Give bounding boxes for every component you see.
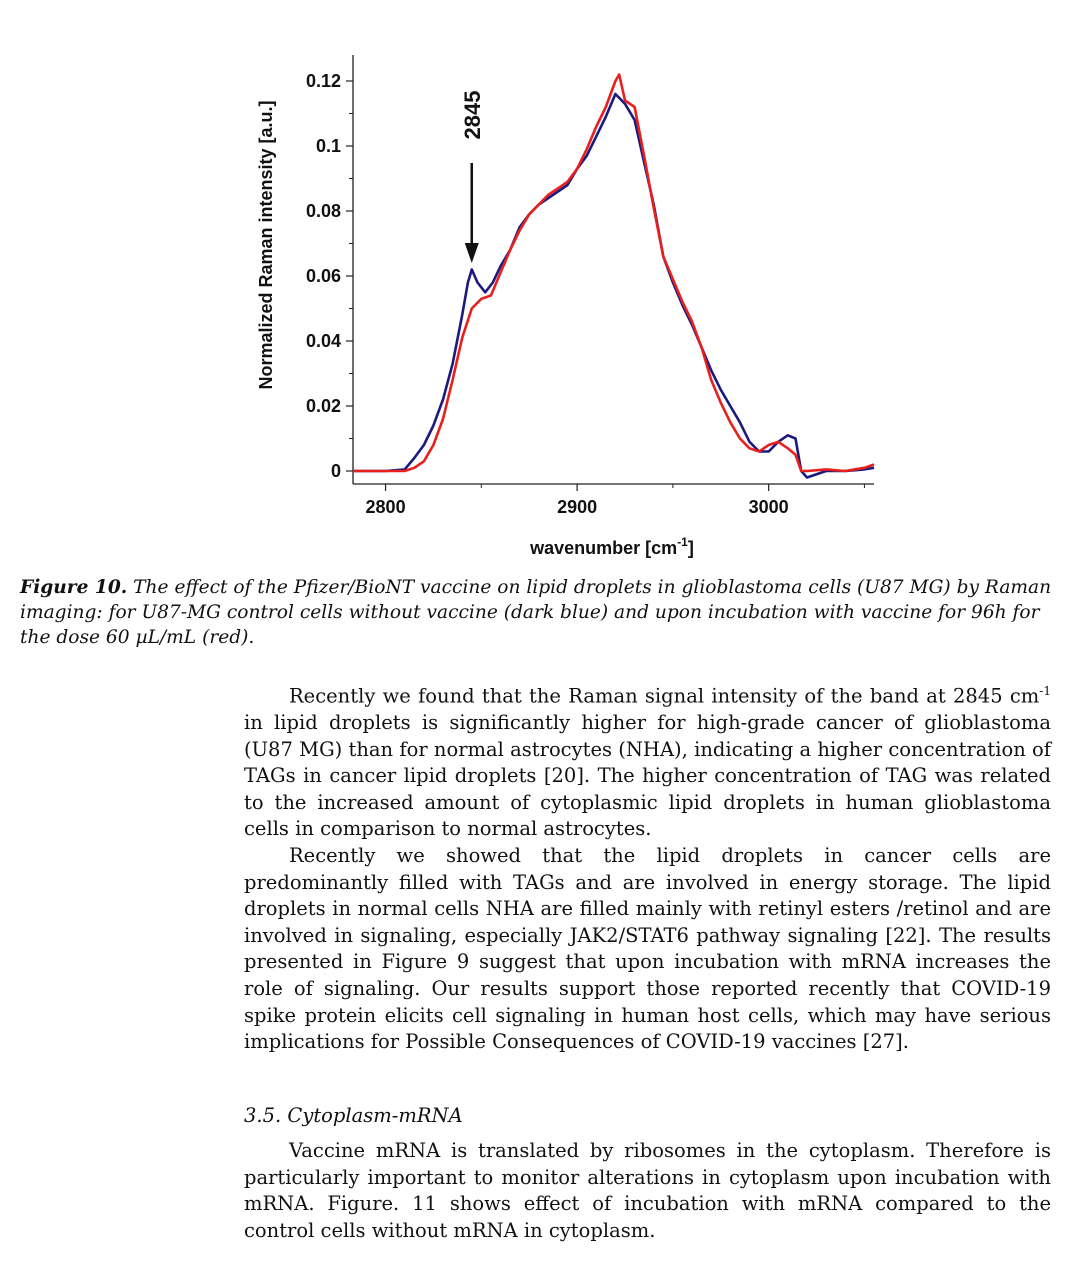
- x-axis-label: [529, 535, 694, 558]
- y-tick-label: 0.06: [305, 266, 341, 286]
- annotation-group: [460, 91, 485, 263]
- x-tick-label: 2900: [557, 497, 598, 517]
- paragraph-1-superscript: -1: [1039, 684, 1051, 698]
- y-tick-label: 0.1: [315, 136, 341, 156]
- series-group: [353, 75, 874, 478]
- x-axis-label-main: wavenumber [cm: [530, 538, 678, 558]
- annotation-label: 2845: [459, 90, 485, 140]
- paragraph-2: Recently we showed that the lipid droplets in cancer cells are predominantly filled with TAGs and are involved in energy storage. The lipid droplets in normal cells NHA are filled mainly with retinyl esters /retinol and are involved in signaling, especially JAK2/STAT6 pathway signaling [22]. The results presented in Figure 9 suggest that upon incubation with mRNA increases the role of signaling. Our results support those reported recently that COVID-19 spike protein elicits cell signaling in human host cells, which may have serious implications for Possible Consequences of COVID-19 vaccines [27].: [244, 844, 1051, 1054]
- figure-label: Figure 10.: [20, 577, 128, 598]
- paragraph-1: [244, 678, 1051, 843]
- annotation-arrow-head: [465, 243, 479, 263]
- series-vaccine-line: [353, 75, 874, 472]
- body-text-block-1: [244, 678, 1051, 1056]
- series-control-line: [353, 94, 874, 478]
- paragraph-3: Vaccine mRNA is translated by ribosomes in the cytoplasm. Therefore is particularly important to monitor alterations in cytoplasm upon incubation with mRNA. Figure. 11 shows effect of incubation with mRNA compared to the control cells without mRNA in cytoplasm.: [244, 1139, 1051, 1242]
- y-tick-label: 0.04: [305, 331, 341, 351]
- paragraph-1-end: in lipid droplets is significantly higher for high-grade cancer of glioblastoma (U87 MG) than for normal astrocytes (NHA), indicating a higher concentration of TAGs in cancer lipid droplets [20]. The higher concentration of TAG was related to the increased amount of cytoplasmic lipid droplets in human glioblastoma cells in comparison to normal astrocytes.: [244, 711, 1051, 841]
- y-tick-label: 0.12: [305, 71, 341, 91]
- y-axis-label: Normalized Raman intensity [a.u.]: [256, 100, 276, 390]
- x-axis-ticks: [366, 484, 865, 517]
- x-tick-label: 2800: [365, 497, 406, 517]
- x-axis-label-superscript: -1: [677, 535, 688, 549]
- y-tick-label: 0.02: [305, 396, 341, 416]
- x-axis-label-end: ]: [687, 538, 694, 558]
- body-text-block-2: [244, 1138, 1051, 1244]
- figure-caption-text: The effect of the Pfizer/BioNT vaccine on lipid droplets in glioblastoma cells (U87 MG) by Raman imaging: for U87-MG control cells without vaccine (dark blue) and upon incubation with vaccine for 96h for the dose 60 µL/mL (red).: [20, 577, 1052, 648]
- x-tick-label: 3000: [748, 497, 789, 517]
- paragraph-1-start: Recently we found that the Raman signal intensity of the band at 2845 cm: [289, 684, 1040, 708]
- y-tick-label: 0.08: [305, 201, 341, 221]
- figure-caption: [20, 575, 1060, 650]
- section-heading: 3.5. Cytoplasm-mRNA: [244, 1104, 463, 1127]
- plot-frame: [353, 55, 874, 484]
- y-tick-label: 0: [330, 461, 341, 481]
- raman-spectrum-chart: [0, 0, 1080, 570]
- y-axis-ticks: [306, 71, 353, 481]
